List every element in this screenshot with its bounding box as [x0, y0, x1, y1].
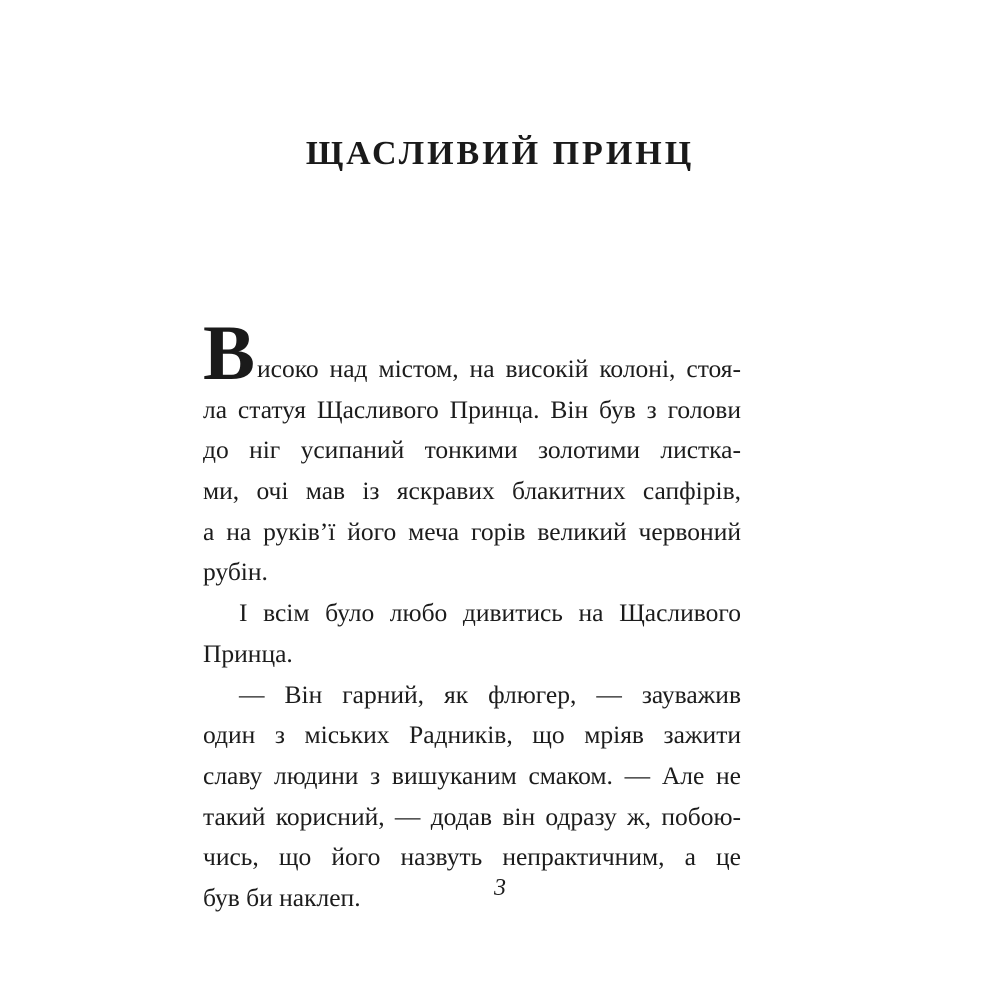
body-text [203, 309, 741, 919]
paragraph-line: ла статуя Щасливого Принца. Він був з голови [203, 394, 741, 424]
paragraph-line: до ніг усипаний тонкими золотими листка- [203, 435, 741, 465]
paragraph-line: чись, що його назвуть непрактичним, а це [203, 842, 741, 872]
paragraph-line: такий корисний, — додав він одразу ж, побою- [203, 801, 741, 831]
paragraph-line: був би наклеп. [203, 882, 361, 912]
paragraph-line: Принца. [203, 638, 293, 668]
paragraph-line: один з міських Радників, що мріяв зажити [203, 720, 741, 750]
paragraph-line: славу людини з вишуканим смаком. — Але не [203, 760, 741, 790]
paragraph-line [203, 309, 741, 396]
chapter-title: ЩАСЛИВИЙ ПРИНЦ [305, 135, 695, 172]
page-number: 3 [494, 875, 506, 901]
paragraph-line: І всім було любо дивитись на Щасливого [239, 598, 741, 628]
paragraph-line: — Він гарний, як флюгер, — зауважив [239, 679, 741, 709]
paragraph-line: а на руків’ї його меча горів великий червоний [203, 516, 741, 546]
paragraph-line: рубін. [203, 557, 268, 587]
paragraph-line: ми, очі мав із яскравих блакитних сапфірів, [203, 476, 741, 506]
drop-cap: В [203, 309, 256, 396]
paragraph-line-text: исоко над містом, на високій колоні, стоя- [257, 354, 741, 383]
